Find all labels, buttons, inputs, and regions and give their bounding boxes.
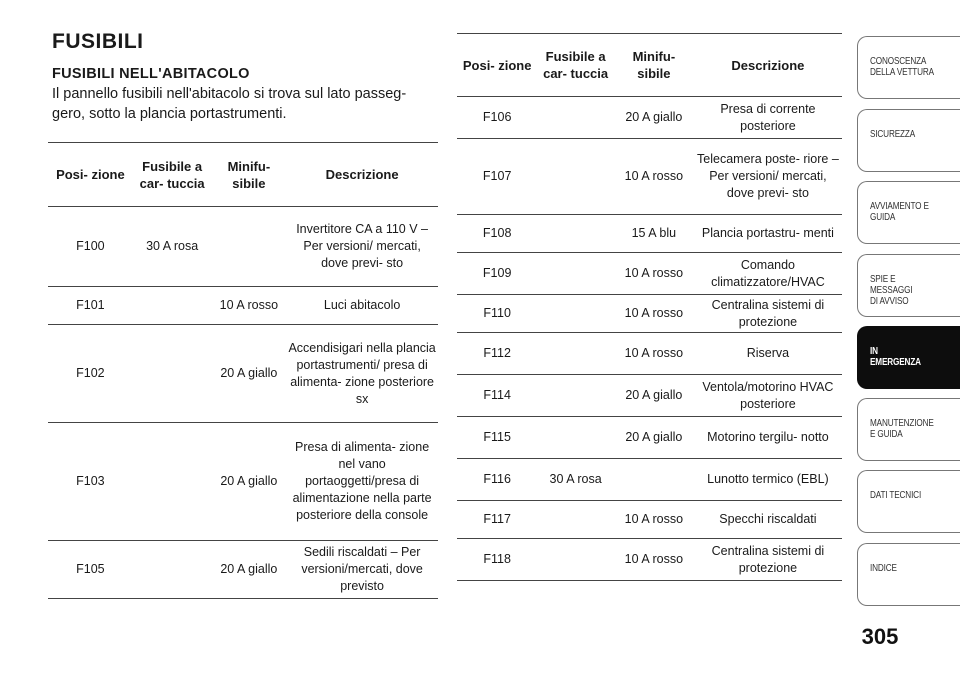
fuse-cartridge xyxy=(537,139,614,215)
fuse-position: F106 xyxy=(482,110,512,124)
fuse-position: F108 xyxy=(482,226,512,240)
fuse-row xyxy=(457,139,842,215)
fuse-row xyxy=(457,375,842,417)
fuse-description: Ventola/motorino HVAC posteriore xyxy=(702,379,834,411)
header-description: Descrizione xyxy=(731,57,805,73)
fuse-description: Presa di corrente posteriore xyxy=(720,101,816,133)
fuse-description: Comando climatizzatore/HVAC xyxy=(711,257,825,289)
header-description: Descrizione xyxy=(325,167,399,182)
sidebar-tab[interactable] xyxy=(857,543,960,606)
fuse-row xyxy=(48,541,438,599)
fuse-row xyxy=(457,459,842,501)
fuse-cartridge xyxy=(133,541,212,599)
fuse-row xyxy=(457,295,842,333)
fuse-position: F105 xyxy=(76,562,105,576)
section-title: FUSIBILI NELL'ABITACOLO xyxy=(52,66,250,82)
fuse-mini xyxy=(614,459,694,501)
fuse-position: F101 xyxy=(76,298,105,312)
fuse-row xyxy=(457,539,842,581)
fuse-position: F114 xyxy=(483,388,511,402)
fuse-row xyxy=(48,423,438,541)
fuse-cartridge: 30 A rosa xyxy=(549,472,602,486)
fuse-cartridge xyxy=(537,333,614,375)
fuse-mini: 10 A rosso xyxy=(624,346,684,360)
fuse-row xyxy=(457,417,842,459)
sidebar-tab-label: SPIE E MESSAGGI DI AVVISO xyxy=(870,273,913,307)
fuse-position: F118 xyxy=(483,552,511,566)
fuse-position: F100 xyxy=(76,239,105,253)
fuse-cartridge xyxy=(537,253,614,295)
fuse-cartridge xyxy=(133,423,212,541)
fuse-description: Centralina sistemi di protezione xyxy=(711,297,825,329)
fuse-mini: 10 A rosso xyxy=(624,306,684,320)
fuse-description: Sedili riscaldati – Per versioni/mercati, dove previsto xyxy=(301,545,423,593)
fuse-position: F112 xyxy=(483,346,511,360)
fuse-cartridge xyxy=(537,539,614,581)
fuse-mini: 10 A rosso xyxy=(219,298,279,312)
fuse-cartridge xyxy=(537,97,614,139)
fuse-row xyxy=(457,253,842,295)
fuse-mini: 20 A giallo xyxy=(625,110,683,124)
fuse-description: Specchi riscaldati xyxy=(719,512,817,526)
fuse-row xyxy=(48,287,438,325)
sidebar-tab-label: CONOSCENZA DELLA VETTURA xyxy=(870,55,934,78)
fuse-cartridge xyxy=(537,215,614,253)
fuse-row xyxy=(457,501,842,539)
fuse-mini: 20 A giallo xyxy=(625,430,683,444)
fuse-position: F115 xyxy=(483,430,511,444)
fuse-position: F116 xyxy=(483,472,511,486)
fuse-description: Invertitore CA a 110 V – Per versioni/ mercati, dove previ- sto xyxy=(296,222,428,270)
sidebar-tab-label: SICUREZZA xyxy=(870,128,916,140)
fuse-cartridge xyxy=(537,501,614,539)
fuse-description: Plancia portastru- menti xyxy=(701,226,834,240)
fuse-row xyxy=(457,333,842,375)
header-position: Posi- zione xyxy=(56,167,125,182)
header-mini: Minifu- sibile xyxy=(227,158,271,191)
fuse-mini: 20 A giallo xyxy=(220,562,278,576)
fuse-mini xyxy=(212,207,287,287)
header-cartridge: Fusibile a car- tuccia xyxy=(543,49,609,81)
sidebar-tab[interactable] xyxy=(857,326,960,389)
sidebar-tab-label: MANUTENZIONE E GUIDA xyxy=(870,417,934,440)
page-number: 305 xyxy=(861,624,899,649)
fuse-position: F109 xyxy=(482,266,512,280)
sidebar-tab[interactable] xyxy=(857,36,960,99)
header-mini: Minifu- sibile xyxy=(632,49,676,81)
fuse-mini: 20 A giallo xyxy=(220,366,278,380)
fuse-table-right-body xyxy=(457,97,842,581)
fuse-description: Luci abitacolo xyxy=(323,298,401,312)
fuse-description: Accendisigari nella plancia portastrumenti/ presa di alimenta- zione posteriore sx xyxy=(288,340,436,406)
intro-text: Il pannello fusibili nell'abitacolo si trova sul lato passeg- gero, sotto la plancia portastrumenti. xyxy=(52,86,407,122)
fuse-mini: 20 A giallo xyxy=(625,388,683,402)
fuse-table-right xyxy=(457,33,842,581)
fuse-mini: 10 A rosso xyxy=(624,266,684,280)
fuse-table-left-body xyxy=(48,207,438,599)
fuse-row xyxy=(48,207,438,287)
page-title: FUSIBILI xyxy=(52,30,144,53)
fuse-mini: 10 A rosso xyxy=(624,552,684,566)
fuse-row xyxy=(48,325,438,423)
fuse-row xyxy=(457,97,842,139)
fuse-position: F107 xyxy=(482,169,512,183)
sidebar-tab[interactable] xyxy=(857,398,960,461)
fuse-mini: 15 A blu xyxy=(631,226,677,240)
sidebar-tab[interactable] xyxy=(857,470,960,533)
header-position: Posi- zione xyxy=(462,57,532,73)
fuse-description: Motorino tergilu- notto xyxy=(707,430,829,444)
fuse-cartridge xyxy=(537,295,614,333)
sidebar-tab[interactable] xyxy=(857,254,960,317)
fuse-cartridge xyxy=(537,375,614,417)
fuse-cartridge xyxy=(133,287,212,325)
fuse-position: F117 xyxy=(483,512,511,526)
fuse-mini: 20 A giallo xyxy=(220,474,278,488)
fuse-cartridge xyxy=(537,417,614,459)
fuse-table-left xyxy=(48,142,438,599)
fuse-row xyxy=(457,215,842,253)
sidebar-tab-label: IN EMERGENZA xyxy=(870,345,921,368)
fuse-cartridge xyxy=(133,325,212,423)
sidebar-tab-label: INDICE xyxy=(870,562,897,574)
fuse-mini: 10 A rosso xyxy=(624,169,684,183)
sidebar-tab[interactable] xyxy=(857,109,960,172)
fuse-mini: 10 A rosso xyxy=(624,512,684,526)
fuse-description: Centralina sistemi di protezione xyxy=(711,543,825,575)
fuse-description: Riserva xyxy=(746,346,790,360)
sidebar-tab[interactable] xyxy=(857,181,960,244)
fuse-description: Lunotto termico (EBL) xyxy=(707,472,829,486)
fuse-cartridge: 30 A rosa xyxy=(146,239,199,253)
fuse-description: Telecamera poste- riore – Per versioni/ mercati, dove previ- sto xyxy=(697,152,839,200)
sidebar-tab-label: DATI TECNICI xyxy=(870,489,922,501)
fuse-position: F102 xyxy=(76,366,105,380)
fuse-position: F103 xyxy=(76,474,105,488)
fuse-position: F110 xyxy=(483,306,511,320)
fuse-description: Presa di alimenta- zione nel vano portaoggetti/presa di alimentazione nella parte posteriore della console xyxy=(292,440,432,522)
header-cartridge: Fusibile a car- tuccia xyxy=(139,158,205,191)
sidebar-tab-label: AVVIAMENTO E GUIDA xyxy=(870,200,929,223)
